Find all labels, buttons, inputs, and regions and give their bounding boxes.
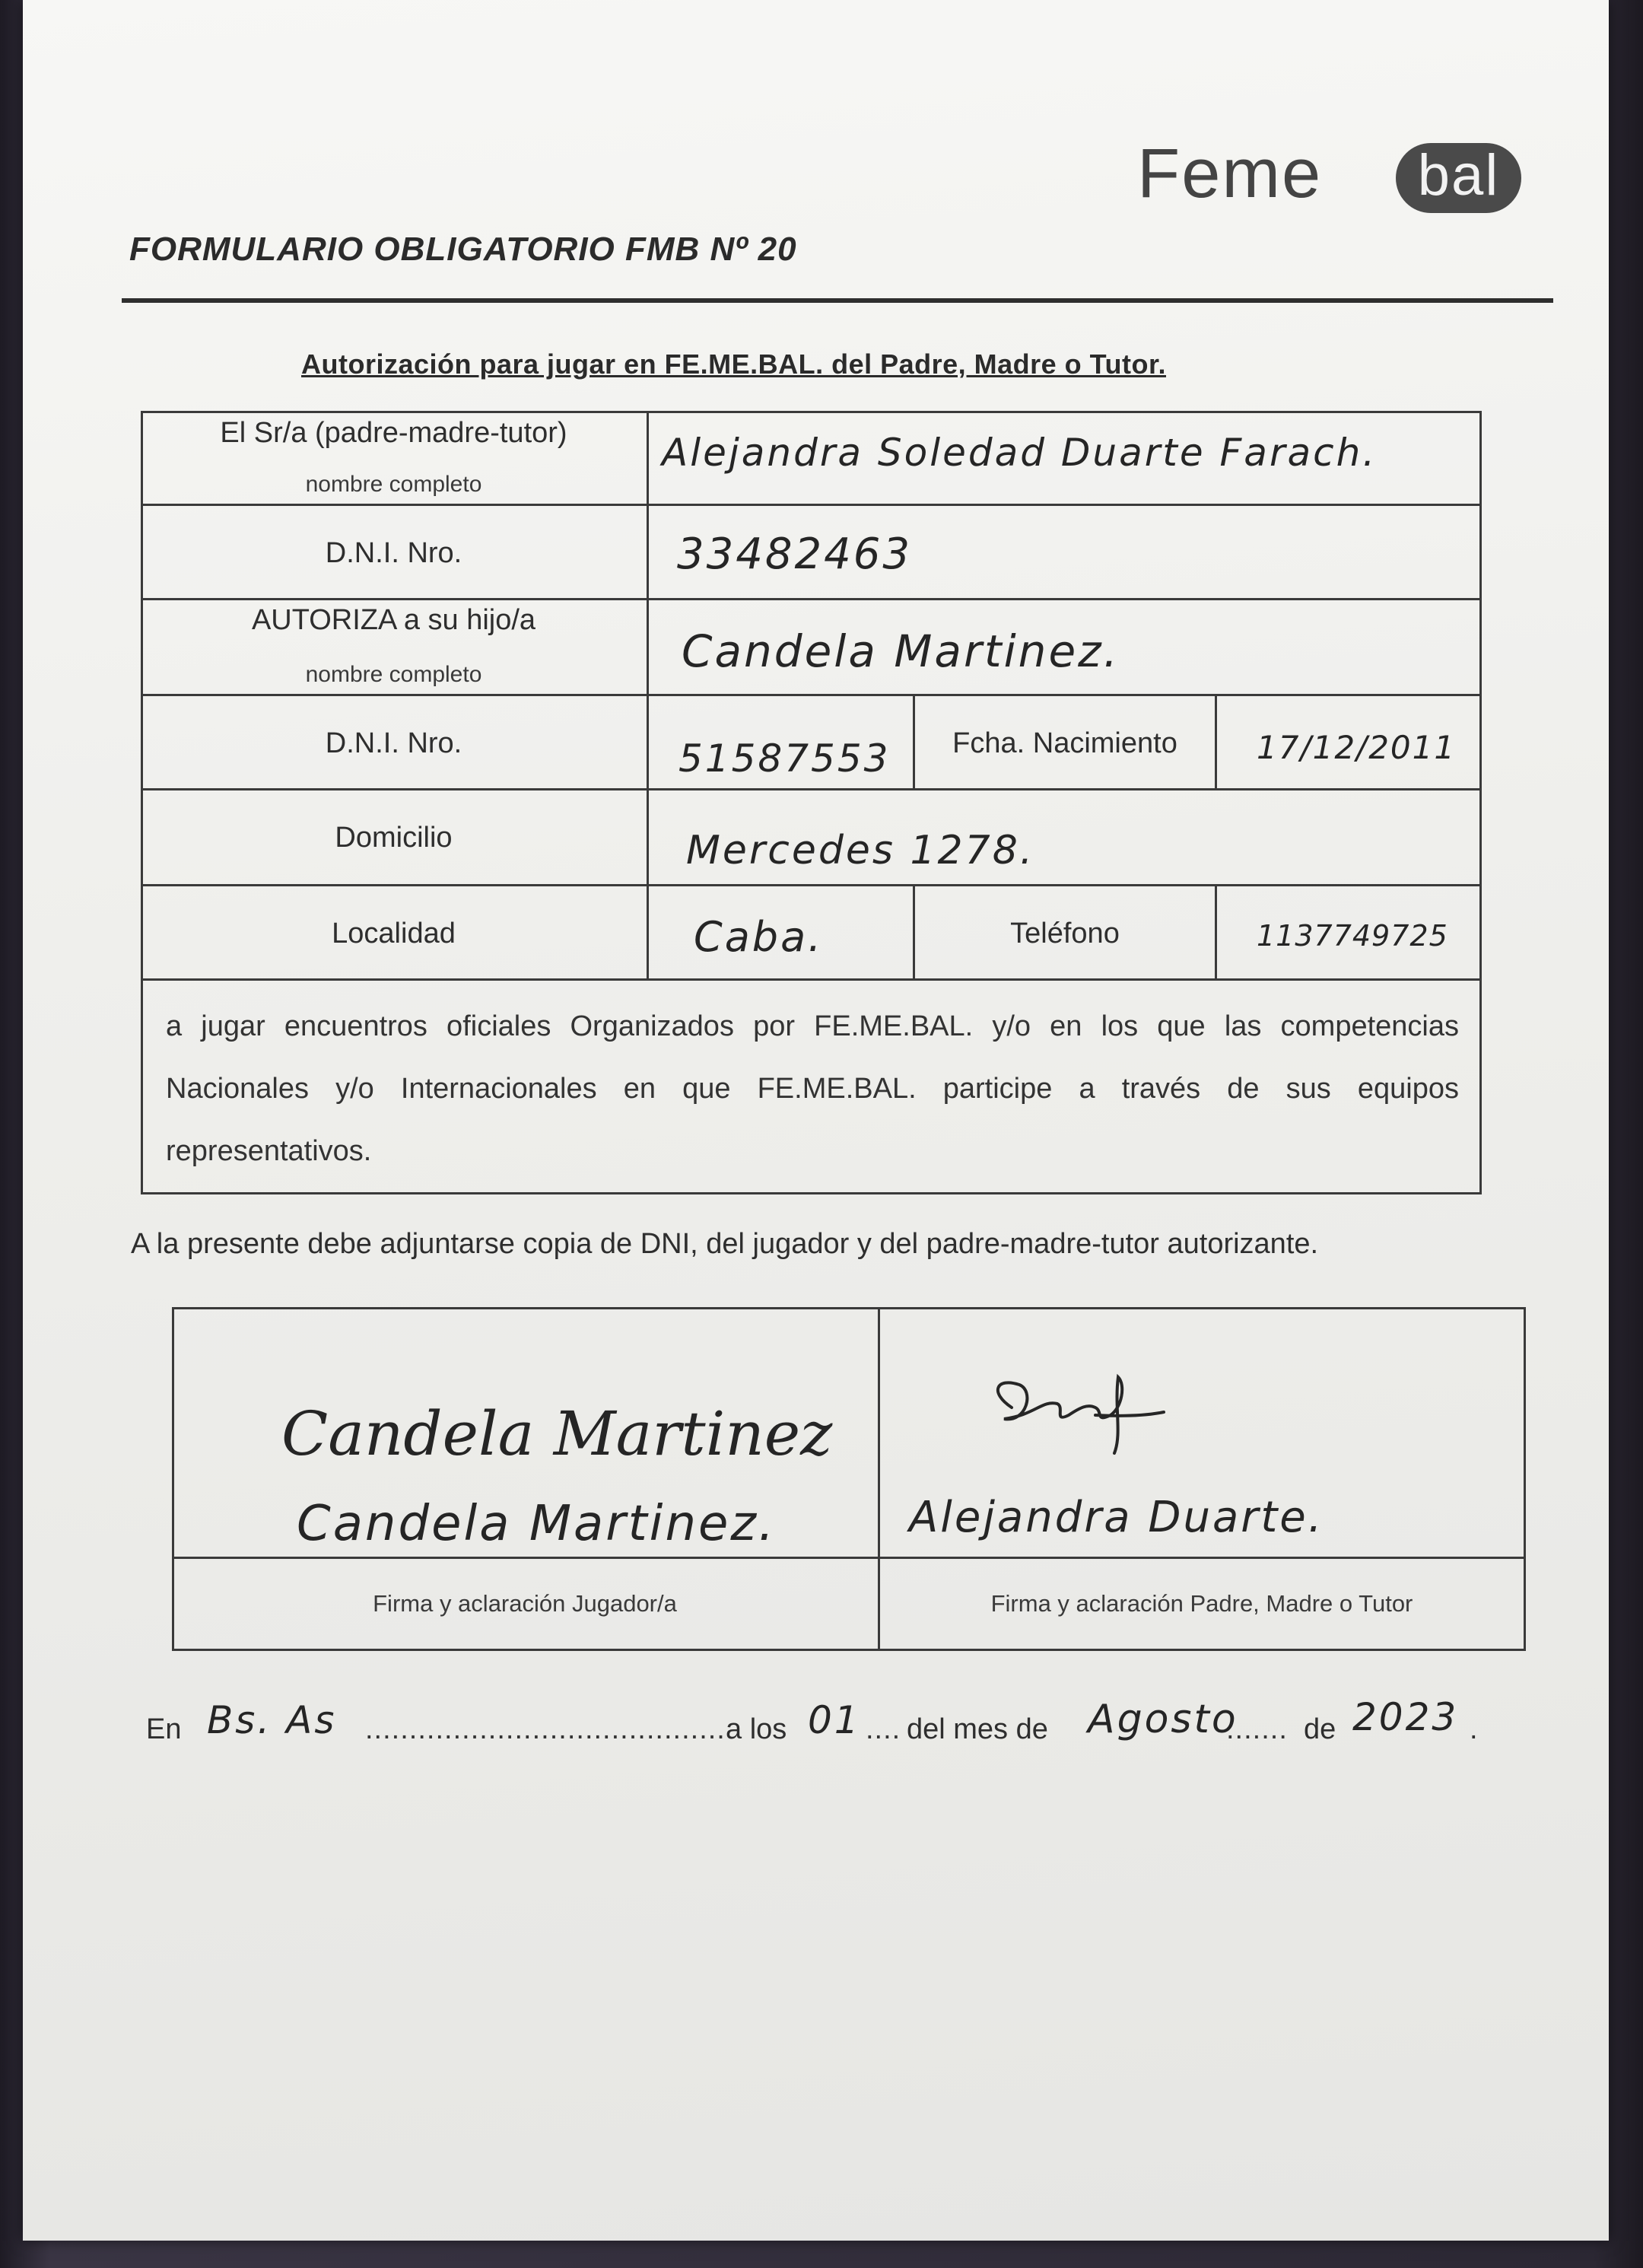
child-name-sublabel: nombre completo xyxy=(305,662,482,687)
player-signature-caption: Firma y aclaración Jugador/a xyxy=(373,1590,677,1617)
child-name-value: Candela Martinez. xyxy=(682,625,1120,677)
logo-pill: bal xyxy=(1396,143,1521,213)
a-los-label: a los xyxy=(726,1713,787,1745)
phone-value: 1137749725 xyxy=(1257,919,1448,953)
signature-col-divider xyxy=(878,1307,880,1651)
table-row-divider xyxy=(141,694,1482,696)
place-dots: ......................................... xyxy=(365,1713,726,1745)
table-col-divider xyxy=(647,411,649,978)
player-printed-name: Candela Martinez. xyxy=(297,1496,777,1552)
birth-date-label: Fcha. Nacimiento xyxy=(952,727,1177,759)
tutor-printed-name: Alejandra Duarte. xyxy=(909,1493,1324,1542)
table-row-divider xyxy=(141,884,1482,886)
month-label: del mes de xyxy=(907,1713,1048,1745)
tutor-signature-scribble xyxy=(981,1362,1179,1461)
child-name-label: AUTORIZA a su hijo/a xyxy=(251,604,536,636)
parent-name-label: El Sr/a (padre-madre-tutor) xyxy=(220,417,567,449)
table-row-divider xyxy=(141,788,1482,790)
parent-name-value: Alejandra Soledad Duarte Farach. xyxy=(662,431,1378,475)
parent-dni-value: 33482463 xyxy=(677,530,913,579)
month-value: Agosto xyxy=(1088,1697,1238,1742)
city-value: Caba. xyxy=(694,913,824,961)
month-dots: ....... xyxy=(1226,1713,1288,1745)
femebal-logo xyxy=(1137,129,1548,213)
table-col-divider xyxy=(1215,884,1217,978)
parent-dni-label: D.N.I. Nro. xyxy=(325,537,462,569)
table-row-divider xyxy=(141,504,1482,506)
day-value: 01 xyxy=(808,1698,861,1742)
player-signature: Candela Martinez xyxy=(281,1398,833,1469)
birth-date-value: 17/12/2011 xyxy=(1257,729,1457,766)
table-col-divider xyxy=(913,884,915,978)
logo-text: Feme xyxy=(1137,135,1323,212)
table-col-divider xyxy=(1215,694,1217,788)
year-value: 2023 xyxy=(1352,1695,1459,1739)
signature-caption-divider xyxy=(172,1557,1526,1559)
year-label: de xyxy=(1304,1713,1336,1745)
address-label: Domicilio xyxy=(335,822,453,854)
parent-name-sublabel: nombre completo xyxy=(305,472,482,497)
address-value: Mercedes 1278. xyxy=(686,828,1035,873)
year-end-dot: . xyxy=(1470,1713,1478,1745)
authorization-clause: a jugar encuentros oficiales Organizados por FE.ME.BAL. y/o en los que las competencias Nacionales y/o Internacionales en que FE.ME.BAL. participe a través de sus equipos representativos. xyxy=(166,1010,1459,1167)
table-row-divider xyxy=(141,978,1482,981)
city-label: Localidad xyxy=(332,918,456,950)
tutor-signature-caption: Firma y aclaración Padre, Madre o Tutor xyxy=(990,1590,1413,1617)
child-dni-label: D.N.I. Nro. xyxy=(325,727,462,759)
title-divider xyxy=(122,298,1553,303)
en-label: En xyxy=(146,1713,182,1745)
form-paper xyxy=(23,0,1609,2241)
table-col-divider xyxy=(913,694,915,788)
attachment-note: A la presente debe adjuntarse copia de DNI, del jugador y del padre-madre-tutor autorizante. xyxy=(131,1228,1319,1260)
child-dni-value: 51587553 xyxy=(678,736,891,781)
form-subtitle: Autorización para jugar en FE.ME.BAL. del Padre, Madre o Tutor. xyxy=(301,348,1166,380)
day-dots: .... xyxy=(866,1713,901,1745)
form-title: FORMULARIO OBLIGATORIO FMB Nº 20 xyxy=(129,231,797,268)
place-value: Bs. As xyxy=(207,1698,337,1742)
phone-label: Teléfono xyxy=(1010,918,1120,950)
table-row-divider xyxy=(141,598,1482,600)
